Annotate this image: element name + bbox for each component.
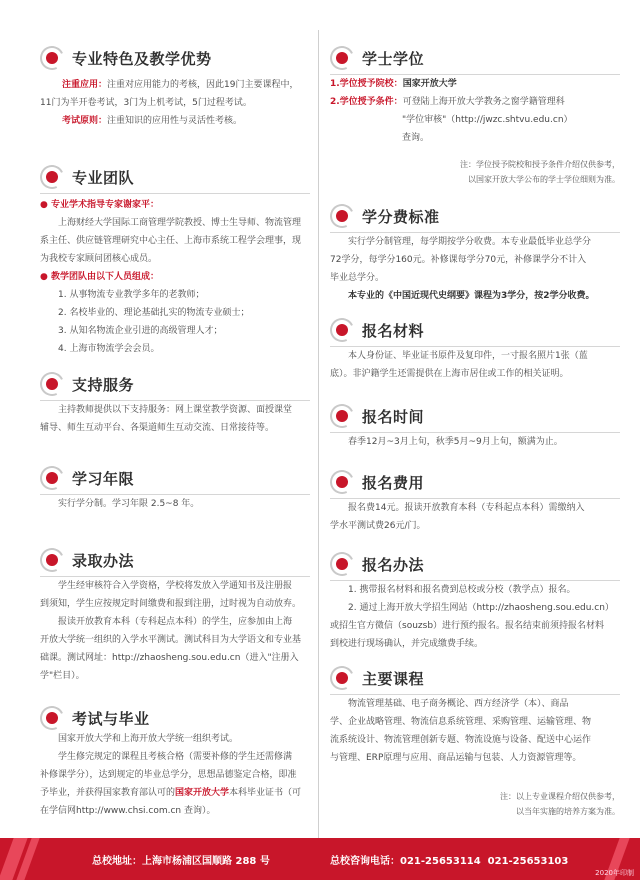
list-item: 4. 上海市物流学会会员。 [58, 344, 160, 354]
section-title: 支持服务 [72, 375, 135, 394]
section-title: 专业特色及教学优势 [72, 49, 212, 68]
section-bullet-icon [40, 372, 64, 396]
section-rule [40, 193, 310, 194]
section-bullet-icon [330, 470, 354, 494]
section-bullet-icon [40, 46, 64, 70]
footer-bar [0, 838, 640, 880]
section-title: 报名费用 [362, 473, 425, 492]
section-bullet-icon [330, 318, 354, 342]
section-years: 学习年限 实行学分制。学习年限 2.5~8 年。 [40, 466, 310, 513]
section-title: 学分费标准 [362, 207, 440, 226]
section-bullet-icon [330, 552, 354, 576]
section-admission: 录取办法 学生经审核符合入学资格，学校将发放入学通知书及注册报 到须知，学生应按规定时间缴费和报到注册，过时视为自动放弃。 报读开放教育本科（专科起点本科）的学生，应参加由上海 开放大学统一组织的入学水平测试。测试科目为大学语文和专业基 础课。测试网址：http://zhaosheng.sou.edu.cn（进入"注册入 学"栏目）。 [40, 548, 310, 685]
section-degree: 学士学位 1.学位授予院校：国家开放大学 2.学位授予条件：可登陆上海开放大学教务之窗学籍管理科 "学位审核"（http://jwzc.shtvu.edu.cn） 查询。 注：学位授予院校和授予条件介绍仅供参考， 以国家开放大学公布的学士学位细则为准。 [330, 46, 620, 187]
footer-address: 总校地址：上海市杨浦区国顺路 288 号 [92, 856, 270, 867]
section-bullet-icon [330, 666, 354, 690]
section-time: 报名时间 春季12月~3月上旬，秋季5月~9月上旬，额满为止。 [330, 404, 620, 451]
section-method: 报名办法 1. 携带报名材料和报名费到总校或分校（教学点）报名。 2. 通过上海开放大学招生网站（http://zhaosheng.sou.edu.cn） 或招生官方微信（souzsb）进行预约报名。报名结束前须持报名材料 到校进行现场确认，并完成缴费手续。 [330, 552, 620, 653]
section-bullet-icon [40, 548, 64, 572]
section-title: 报名材料 [362, 321, 425, 340]
footer-phone: 总校咨询电话：021-25653114 021-25653103 [330, 856, 569, 867]
section-support: 支持服务 主持教师提供以下支持服务：网上课堂教学资源、面授课堂 辅导、师生互动平台、各渠道师生互动交流、日常接待等。 [40, 372, 310, 437]
list-item: 2. 名校毕业的、理论基础扎实的物流专业硕士； [58, 308, 250, 318]
section-title: 考试与毕业 [72, 709, 150, 728]
list-item: 1. 从事物流专业教学多年的老教师； [58, 290, 205, 300]
list-item: 3. 从知名物流企业引进的高级管理人才； [58, 326, 223, 336]
section-courses: 主要课程 物流管理基础、电子商务概论、西方经济学（本）、商品 学、企业战略管理、物流信息系统管理、采购管理、运输管理、物 流系统设计、物流管理创新专题、物流设施与设备、配送中心运作 与管理、ERP原理与应用、商品运输与包装、人力资源管理等。 注：以上专业课程介绍仅供参考， 以当年实施的培养方案为准。 [330, 666, 620, 819]
print-year: 2020年印制 [595, 869, 634, 877]
section-title: 主要课程 [362, 669, 425, 688]
section-bullet-icon [40, 706, 64, 730]
section-features: 专业特色及教学优势 注重应用：注重对应用能力的考核，因此19门主要课程中， 11门为半开卷考试，3门为上机考试，5门过程考试。 考试原则：注重知识的应用性与灵活性考核。 [40, 46, 310, 130]
section-title: 学习年限 [72, 469, 135, 488]
section-bullet-icon [40, 165, 64, 189]
section-title: 学士学位 [362, 49, 425, 68]
column-divider [318, 30, 319, 840]
section-exam: 考试与毕业 国家开放大学和上海开放大学统一组织考试。 学生修完规定的课程且考核合格（需要补修的学生还需修满 补修课学分），达到规定的毕业总学分，思想品德鉴定合格，即准 予毕业，并获得国家教育部认可的国家开放大学本科毕业证书（可 在学信网http://www.chsi.com.cn 查询）。 [40, 706, 310, 820]
section-title: 报名办法 [362, 555, 425, 574]
section-title: 报名时间 [362, 407, 425, 426]
section-bullet-icon [330, 404, 354, 428]
section-bullet-icon [330, 46, 354, 70]
section-team: 专业团队 ● 专业学术指导专家谢家平： 上海财经大学国际工商管理学院教授、博士生导师、物流管理 系主任、供应链管理研究中心主任、上海市系统工程学会理事，现 为我校专家顾问团核心成员。 ● 教学团队由以下人员组成： 1. 从事物流专业教学多年的老教师； 2. 名校毕业的、理论基础扎实的物流专业硕士； 3. 从知名物流企业引进的高级管理人才； 4. 上海市物流学会会员。 [40, 165, 310, 358]
section-credits: 学分费标准 实行学分制管理，每学期按学分收费。本专业最低毕业总学分 72学分，每学分160元。补修课每学分70元，补修课学分不计入 毕业总学分。 本专业的《中国近现代史纲要》课程为3学分，按2学分收费。 [330, 204, 620, 305]
section-title: 专业团队 [72, 168, 135, 187]
section-title: 录取办法 [72, 551, 135, 570]
section-materials: 报名材料 本人身份证、毕业证书原件及复印件，一寸报名照片1张（蓝 底）。非沪籍学生还需提供在上海市居住或工作的相关证明。 [330, 318, 620, 383]
section-fee: 报名费用 报名费14元。报读开放教育本科（专科起点本科）需缴纳入 学水平测试费26元/门。 [330, 470, 620, 535]
section-bullet-icon [40, 466, 64, 490]
section-bullet-icon [330, 204, 354, 228]
